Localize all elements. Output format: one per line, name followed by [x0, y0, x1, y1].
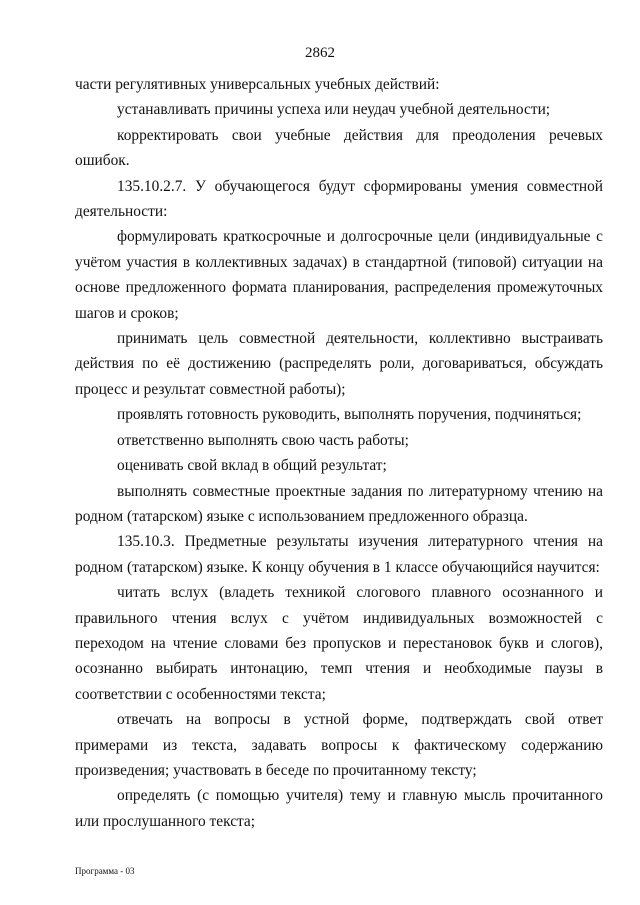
- paragraph: устанавливать причины успеха или неудач учебной деятельности;: [117, 101, 551, 119]
- paragraph: проявлять готовность руководить, выполнять поручения, подчиняться;: [117, 406, 582, 424]
- paragraph: ответственно выполнять свою часть работы;: [117, 431, 409, 449]
- paragraph: отвечать на вопросы в устной форме, подтверждать свой ответ примерами из текста, задавать вопросы к фактическому содержанию произведения; участвовать в беседе по прочитанному тексту;: [75, 711, 603, 779]
- document-body: [75, 72, 603, 834]
- paragraph: корректировать свои учебные действия для преодоления речевых ошибок.: [75, 126, 603, 170]
- paragraph: читать вслух (владеть техникой слогового плавного осознанного и правильного чтения вслух с учётом индивидуальных возможностей с переходом на чтение словами без пропусков и перестановок букв и слогов), осознанно выбирать интонацию, темп чтения и необходимые паузы в соответствии с особенностями текста;: [75, 584, 603, 703]
- paragraph: 135.10.2.7. У обучающегося будут сформированы умения совместной деятельности:: [75, 177, 603, 221]
- paragraph: части регулятивных универсальных учебных действий:: [75, 76, 440, 93]
- paragraph: принимать цель совместной деятельности, коллективно выстраивать действия по её достижению (распределять роли, договариваться, обсуждать процесс и результат совместной работы);: [75, 330, 603, 398]
- paragraph: 135.10.3. Предметные результаты изучения литературного чтения на родном (татарском) языке. К концу обучения в 1 классе обучающийся научится:: [75, 533, 603, 576]
- paragraph: выполнять совместные проектные задания по литературному чтению на родном (татарском) языке с использованием предложенного образца.: [75, 482, 603, 525]
- footer-note: Программа - 03: [75, 866, 135, 876]
- paragraph: оценивать свой вклад в общий результат;: [117, 457, 387, 475]
- paragraph: формулировать краткосрочные и долгосрочные цели (индивидуальные с учётом участия в коллективных задачах) в стандартной (типовой) ситуации на основе предложенного формата планирования, распределения промежуточных шагов и сроков;: [75, 228, 603, 322]
- page-number: 2862: [305, 45, 335, 61]
- paragraph: определять (с помощью учителя) тему и главную мысль прочитанного или прослушанного текста;: [75, 787, 603, 830]
